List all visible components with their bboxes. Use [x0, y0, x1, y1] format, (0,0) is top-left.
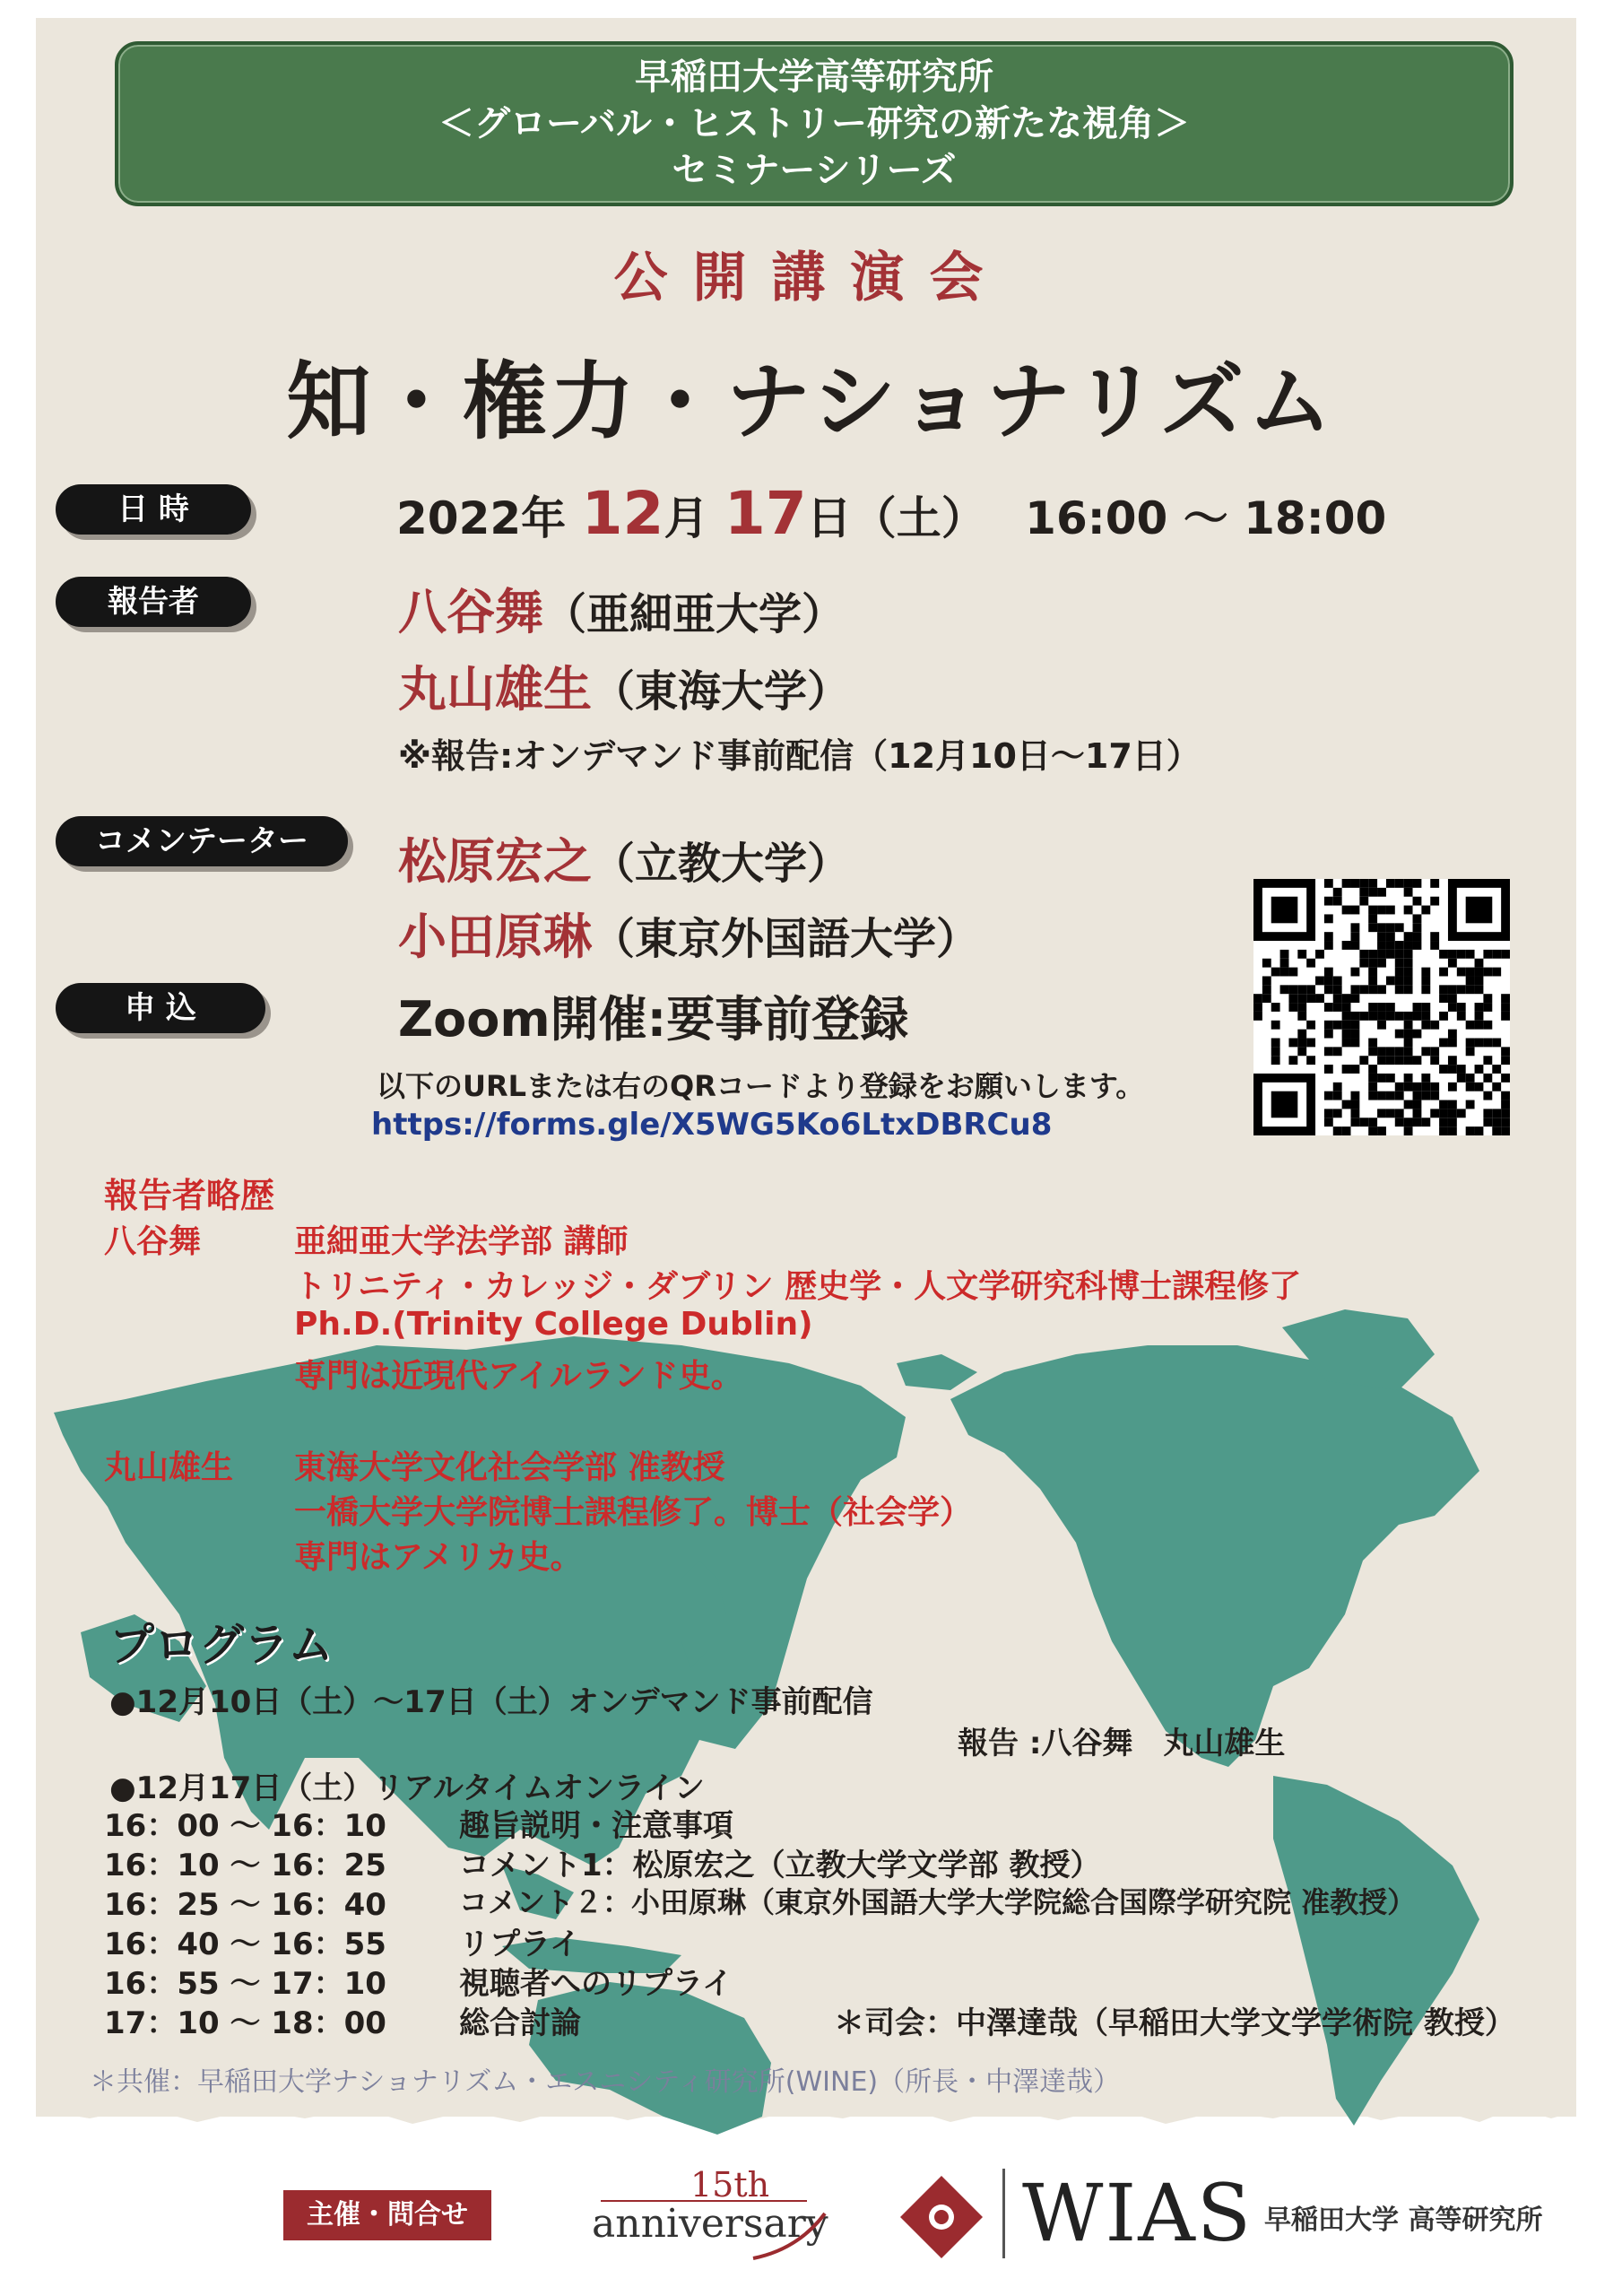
commentator-name: 小田原琳 — [398, 909, 592, 965]
event-type: 公開講演会 — [613, 247, 1009, 309]
bio-line: トリニティ・カレッジ・ダブリン 歴史学・人文学研究科博士課程修了 — [294, 1268, 1302, 1305]
date-year: 2022年 — [396, 492, 567, 544]
reporter-affiliation: （東海大学） — [592, 666, 851, 717]
bio-line: Ph.D.(Trinity College Dublin) — [294, 1306, 813, 1343]
qr-code-image — [1253, 879, 1510, 1135]
bio-line: 亜細亜大学法学部 講師 — [294, 1223, 629, 1260]
label-apply: 申 込 — [56, 983, 265, 1033]
reporters-note: ※報告:オンデマンド事前配信（12月10日〜17日） — [398, 736, 1201, 776]
registration-url[interactable]: https://forms.gle/X5WG5Ko6LtxDBRCu8 — [371, 1107, 1053, 1143]
apply-instruction: 以下のURLまたは右のQRコードより登録をお願いします。 — [377, 1069, 1145, 1103]
commentator-affiliation: （東京外国語大学） — [592, 914, 980, 964]
program-part1-detail: 報告 :八谷舞 丸山雄生 — [958, 1726, 1286, 1761]
schedule-time: 16：55 〜 17：10 — [104, 1966, 386, 2002]
bios-heading: 報告者略歴 — [104, 1176, 275, 1215]
bio-line: 一橋大学大学院博士課程修了。博士（社会学） — [294, 1494, 973, 1531]
date-day-unit: 日（土） — [806, 492, 986, 544]
date-month-unit: 月 — [664, 492, 709, 544]
event-time: 16:00 〜 18:00 — [1025, 492, 1387, 544]
bio-line: 専門はアメリカ史。 — [294, 1539, 583, 1576]
moderator: ＊司会：中澤達哉（早稲田大学文学学術院 教授） — [834, 2005, 1515, 2041]
bio-name: 八谷舞 — [104, 1223, 202, 1260]
wias-emblem-icon — [897, 2172, 986, 2262]
schedule-desc: リプライ — [459, 1926, 580, 1962]
map-arctic-islands — [897, 1354, 977, 1390]
wias-divider — [1002, 2169, 1005, 2258]
program-part2: ●12月17日（土）リアルタイムオンライン — [109, 1770, 705, 1806]
date-month: 12 — [581, 479, 664, 548]
qr-code[interactable] — [1253, 879, 1510, 1135]
bio-line: 東海大学文化社会学部 准教授 — [294, 1449, 725, 1486]
apply-main: Zoom開催:要事前登録 — [398, 991, 909, 1048]
anniversary-swoosh — [592, 2196, 843, 2267]
wias-institute-name: 早稲田大学 高等研究所 — [1264, 2205, 1543, 2236]
program-heading: プログラム — [109, 1619, 334, 1671]
header-institute: 早稲田大学高等研究所 — [635, 57, 993, 98]
date-day: 17 — [724, 479, 807, 548]
anniversary-logo — [592, 2165, 843, 2273]
wias-wordmark: WIAS — [1022, 2167, 1253, 2259]
reporter-name: 丸山雄生 — [398, 661, 592, 718]
schedule-time: 16：40 〜 16：55 — [104, 1926, 386, 1962]
reporter-affiliation: （亜細亜大学） — [543, 589, 846, 639]
schedule-desc: コメント1：松原宏之（立教大学文学部 教授） — [459, 1848, 1101, 1883]
schedule-time: 17：10 〜 18：00 — [104, 2005, 386, 2041]
anniversary-word: anniversary — [592, 2201, 828, 2247]
schedule-desc: 総合討論 — [459, 2005, 581, 2041]
bio-line: 専門は近現代アイルランド史。 — [294, 1358, 743, 1395]
reporter-2 — [398, 651, 850, 720]
commentator-1 — [398, 823, 850, 892]
label-commentators: コメンテーター — [56, 816, 348, 866]
map-north-america — [950, 1345, 1479, 1767]
program-part1: ●12月10日（土）〜17日（土）オンデマンド事前配信 — [109, 1684, 873, 1720]
event-date — [396, 479, 1386, 548]
series-header — [115, 41, 1514, 206]
header-series-label: セミナーシリーズ — [672, 150, 957, 191]
schedule-time: 16：00 〜 16：10 — [104, 1808, 386, 1844]
commentator-affiliation: （立教大学） — [592, 839, 851, 889]
anniversary-number: 15th — [690, 2165, 770, 2205]
reporter-name: 八谷舞 — [398, 584, 543, 640]
label-reporters: 報告者 — [56, 577, 251, 627]
schedule-time: 16：10 〜 16：25 — [104, 1848, 386, 1883]
map-south-america — [1273, 1776, 1479, 2126]
schedule-desc: 視聴者へのリプライ — [459, 1966, 733, 2002]
host-contact-button[interactable]: 主催・問合せ — [283, 2190, 491, 2240]
bio-name: 丸山雄生 — [104, 1449, 234, 1486]
commentator-name: 松原宏之 — [398, 833, 592, 890]
header-series-title: ＜グローバル・ヒストリー研究の新たな視角＞ — [438, 103, 1190, 144]
label-datetime: 日 時 — [56, 484, 251, 535]
commentator-2 — [398, 899, 979, 968]
cosponsor-note: ＊共催：早稲田大学ナショナリズム・エスニシティ研究所(WINE)（所長・中澤達哉） — [90, 2066, 1121, 2098]
schedule-desc: 趣旨説明・注意事項 — [459, 1808, 733, 1844]
wias-logo — [897, 2163, 1542, 2262]
page-title: 知・権力・ナショナリズム — [286, 353, 1336, 451]
reporter-1 — [398, 574, 845, 643]
schedule-time: 16：25 〜 16：40 — [104, 1887, 386, 1923]
schedule-desc: コメント２：小田原琳（東京外国語大学大学院総合国際学研究院 准教授） — [459, 1885, 1417, 1919]
